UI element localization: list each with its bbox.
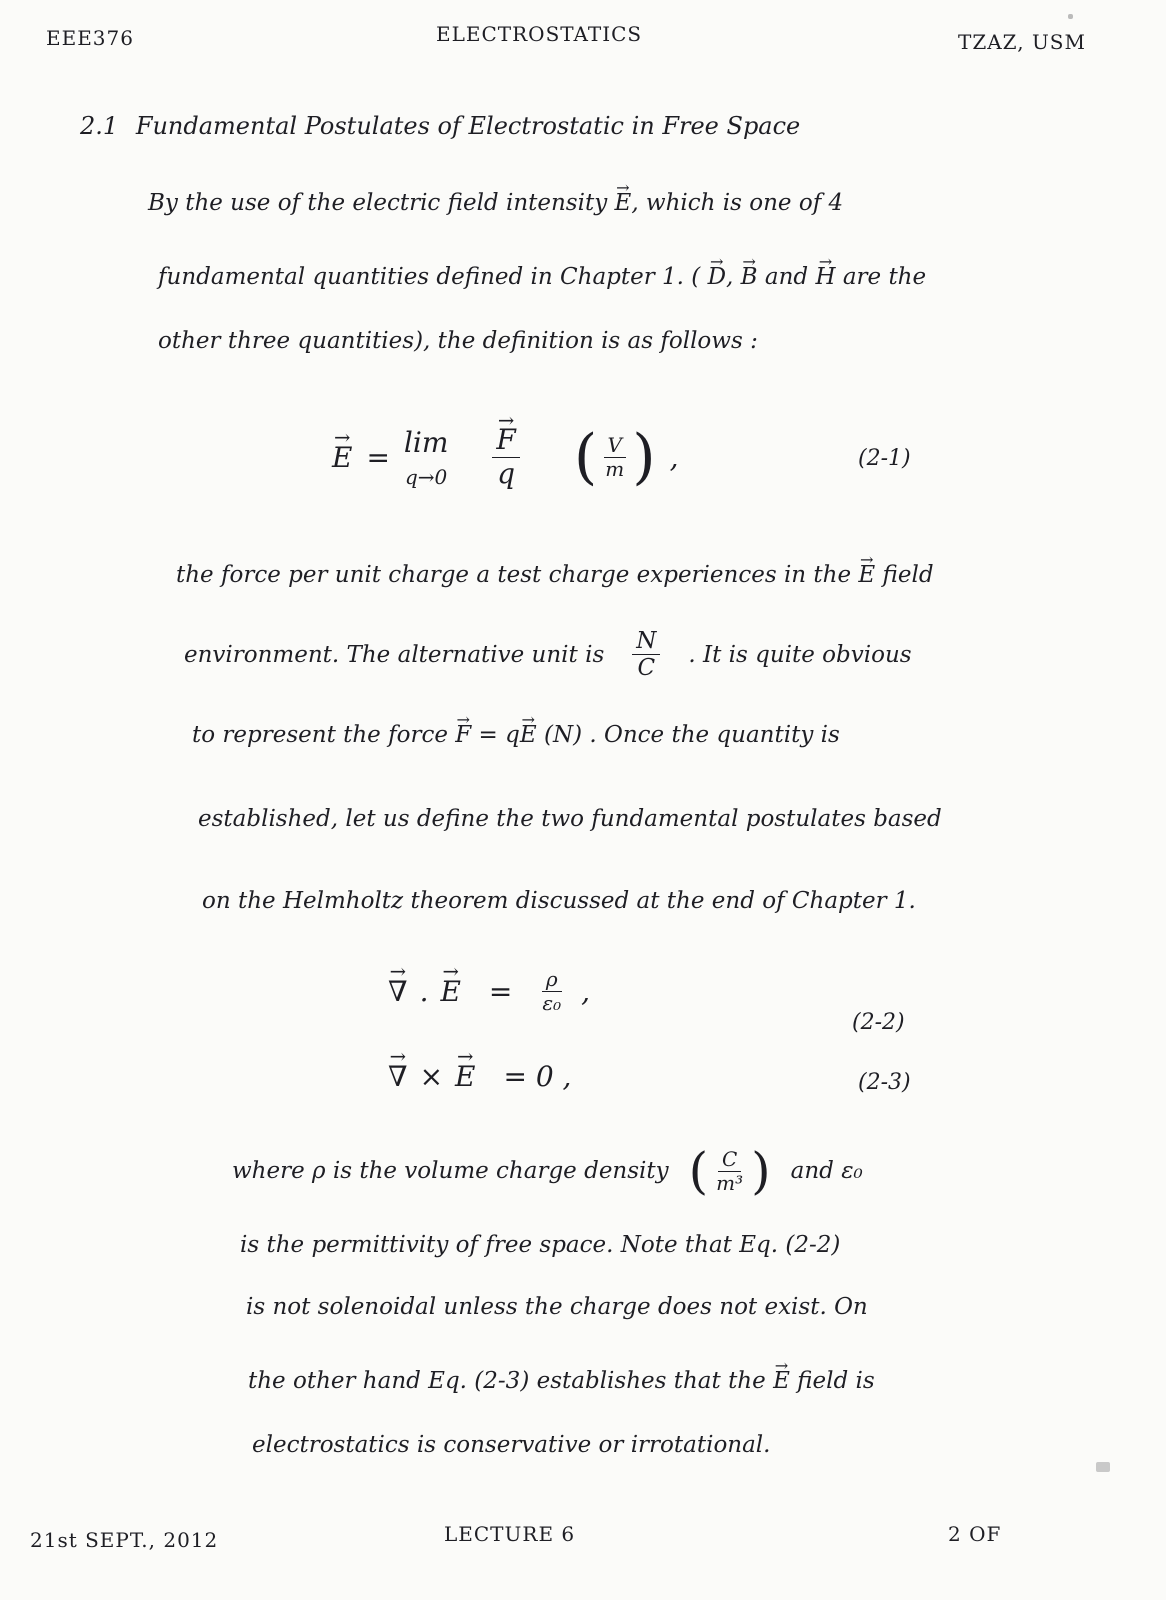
dot-operator: . [419,975,429,1008]
vector-D-symbol: → D [708,264,726,290]
text-span: the other hand Eq. (2-3) establishes that the [248,1368,766,1394]
text-span: . It is quite obvious [688,641,912,668]
text-span: , [726,264,734,290]
equation-number-2-2: (2-2) [852,1010,905,1035]
comma: , [581,975,591,1008]
vector-E-symbol: → E [332,441,352,474]
vector-B-symbol: → B [741,264,758,290]
paper-speck [1068,14,1073,19]
text-span: to represent the force [192,722,448,748]
paper-mark [1096,1462,1110,1472]
numerator: C [718,1148,741,1172]
unit-newtons-per-coulomb [632,628,660,682]
paragraph2-line3 [192,722,840,748]
equation-number-2-3: (2-3) [858,1070,911,1095]
unit-fraction [601,434,628,481]
text-span: (N) . Once the quantity is [543,722,840,748]
lim-label: lim [403,425,449,459]
denominator: m³ [716,1170,744,1195]
paragraph3-line3: is not solenoidal unless the charge does not exist. On [246,1294,868,1320]
vector-E-symbol: → E [615,190,632,216]
denominator: C [637,655,656,682]
cross-operator: × [419,1060,444,1093]
paragraph3-line4 [248,1368,875,1394]
lim-subscript: q→0 [405,464,448,489]
text-span: field [882,562,934,588]
fraction-F-over-q [492,424,519,489]
denominator: m [605,456,625,481]
equals-sign: = [488,975,513,1008]
vector-E-symbol: → E [520,722,537,748]
equation-number-2-1: (2-1) [858,446,911,471]
paragraph1-line3: other three quantities), the definition is as follows : [158,328,758,354]
paragraph2-line1 [176,562,934,588]
limit-operator [404,426,448,489]
author-label: TZAZ, USM [958,30,1086,54]
unit-fraction [712,1148,747,1195]
course-code: EEE376 [46,26,134,50]
paragraph3-line1 [232,1142,863,1200]
text-span: field is [797,1368,875,1394]
equation-2-1 [332,422,679,492]
section-heading [80,112,800,140]
vector-H-symbol: → H [815,264,835,290]
numerator: ρ [542,968,562,992]
numerator: V [604,434,626,458]
equation-2-3 [388,1060,571,1093]
text-span: are the [842,264,927,290]
section-title: Fundamental Postulates of Electrostatic in Free Space [135,112,801,140]
paragraph1-line1 [148,190,843,216]
equation-2-2 [388,968,590,1015]
paragraph3-line2: is the permittivity of free space. Note that Eq. (2-2) [240,1232,841,1258]
vector-E-symbol: → E [858,562,875,588]
nabla-symbol: → ∇ [388,1060,408,1093]
equals-sign: = [366,440,390,474]
text-span: , which is one of 4 [631,190,844,216]
denominator: ε₀ [542,991,562,1015]
text-span: environment. The alternative unit is [184,641,605,668]
rhs: = 0 , [503,1060,572,1093]
text-span: fundamental quantities defined in Chapter 1. ( [158,264,701,290]
text-span: By the use of the electric field intensity [148,190,608,216]
unit-volts-per-meter: ( $\frac{V}{m}$ ) [573,422,656,492]
vector-E-symbol: → E [455,1060,475,1093]
paragraph2-line4: established, let us define the two fundamental postulates based [198,806,942,832]
vector-E-symbol: → E [773,1368,790,1394]
topic-title: ELECTROSTATICS [436,22,643,46]
section-number: 2.1 [80,112,119,140]
footer-date: 21st SEPT., 2012 [30,1528,219,1552]
unit-coulomb-per-cubic-meter: ( $\frac{C}{\text{m³}}$ ) [688,1142,771,1200]
vector-F-symbol: → F [496,424,515,456]
nabla-symbol: → ∇ [388,975,408,1008]
paragraph2-line2 [184,628,912,682]
numerator: N [632,628,660,655]
text-span: and ε₀ [790,1158,863,1184]
text-span: and [764,264,809,290]
vector-F-symbol: → F [455,722,471,748]
footer-lecture: LECTURE 6 [444,1522,576,1546]
text-span: = q [478,722,520,748]
denominator: q [497,456,516,490]
text-span: where ρ is the volume charge density [232,1158,669,1184]
comma: , [669,440,679,474]
paragraph1-line2 [158,264,926,290]
footer-page: 2 OF [948,1522,1002,1546]
paragraph3-line5: electrostatics is conservative or irrotational. [252,1432,771,1458]
text-span: the force per unit charge a test charge experiences in the [176,562,852,588]
vector-E-symbol: → E [440,975,460,1008]
fraction-rho-over-epsilon [538,968,565,1015]
paragraph2-line5: on the Helmholtz theorem discussed at the end of Chapter 1. [202,888,916,914]
